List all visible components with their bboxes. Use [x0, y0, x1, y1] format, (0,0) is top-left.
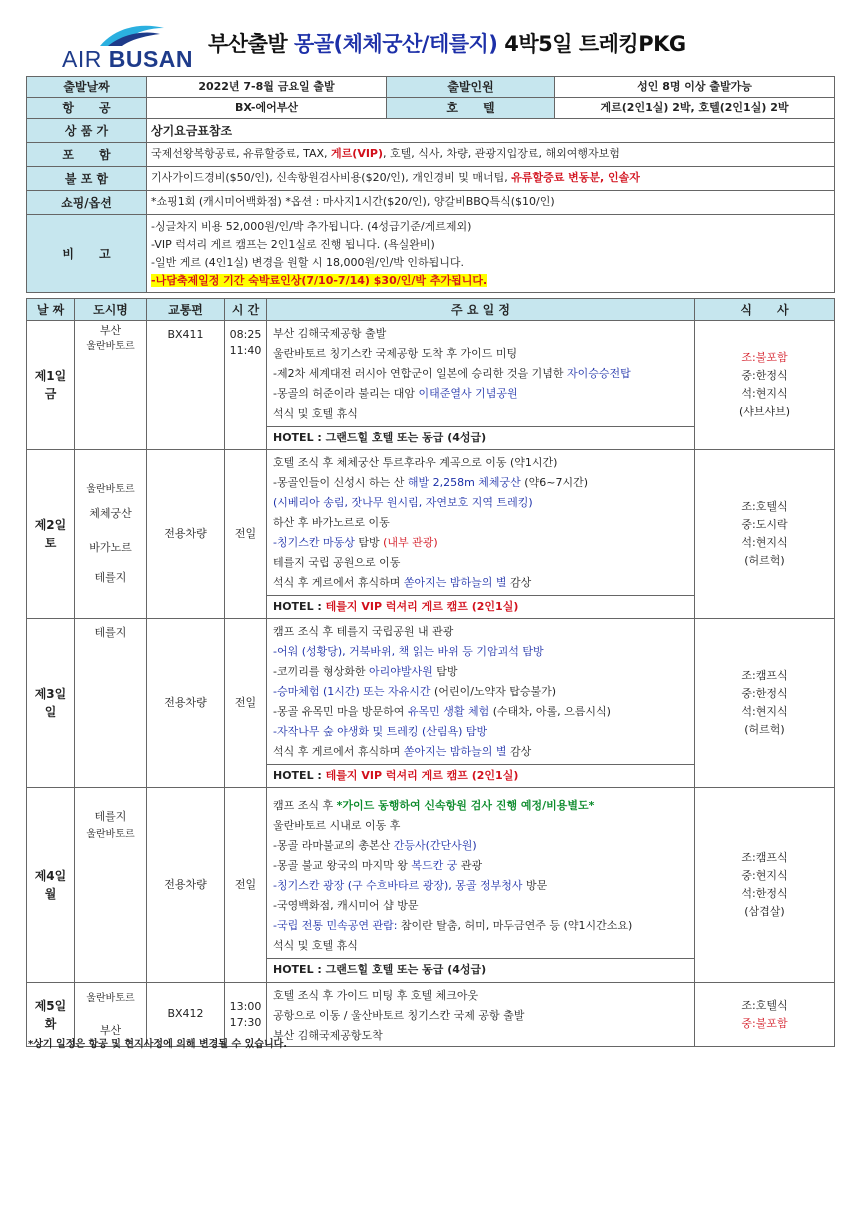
shopping-value: *쇼핑1회 (캐시미어백화점) *옵션 : 마사지1시간($20/인), 양갈비BBQ특식($10/인) — [147, 191, 835, 215]
transport-cell: BX412 — [147, 983, 225, 1047]
meal-cell: 조:캠프식 중:현지식 석:한정식 (삼겹살) — [695, 788, 835, 983]
schedule-table — [26, 298, 835, 1047]
remark-line: -VIP 럭셔리 게르 캠프는 2인1실로 진행 됩니다. (욕실완비) — [151, 237, 435, 251]
hotel-info: HOTEL : 테를지 VIP 럭셔리 게르 캠프 (2인1실) — [267, 764, 694, 787]
city-cell: 울란바토르 부산 — [75, 983, 147, 1047]
price-label: 상 품 가 — [27, 119, 147, 143]
include-label: 포 함 — [27, 143, 147, 167]
schedule-cell: 캠프 조식 후 테를지 국립공원 내 관광 -어워 (성황당), 거북바위, 책 읽는 바위 등 기암괴석 탐방 -코끼리를 형상화한 아리야발사원 탐방 -승마체험 (1시간) 또는 자유시간 (어린이/노약자 탑승불가) -몽골 유목민 마을 방문하여 유목민 생활 체험 (수태차, 아롤, 으름시식) -자작나무 숲 야생화 및 트레킹 (산림욕) 탐방 석식 후 게르에서 휴식하며 쏟아지는 밤하늘의 별 감상 HOTEL : 테를지 VIP 럭셔리 게르 캠프 (2인1실) — [267, 619, 695, 788]
people-label: 출발인원 — [387, 77, 555, 98]
footnote: *상기 일정은 항공 및 현지사정에 의해 변경될 수 있습니다. — [28, 1039, 288, 1050]
transport-cell: BX411 — [147, 321, 225, 450]
day-row-2 — [27, 450, 835, 619]
day-row-1 — [27, 321, 835, 450]
meal-cell: 조:캠프식 중:한정식 석:현지식 (허르헉) — [695, 619, 835, 788]
col-day: 날 짜 — [27, 299, 75, 321]
day-label: 제3일 일 — [27, 619, 75, 788]
meal-cell: 조:호텔식 중:도시락 석:현지식 (허르헉) — [695, 450, 835, 619]
schedule-header-row — [27, 299, 835, 321]
city-cell: 테를지 울란바토르 — [75, 788, 147, 983]
airline-label: 항 공 — [27, 98, 147, 119]
remark-highlight: -나담축제일정 기간 숙박료인상(7/10-7/14) $30/인/박 추가됩니다. — [151, 273, 488, 287]
time-cell: 전일 — [225, 450, 267, 619]
depart-date-label: 출발날짜 — [27, 77, 147, 98]
transport-cell: 전용차량 — [147, 450, 225, 619]
day-row-3 — [27, 619, 835, 788]
transport-cell: 전용차량 — [147, 788, 225, 983]
col-meal: 식 사 — [695, 299, 835, 321]
schedule-cell: 호텔 조식 후 가이드 미팅 후 호텔 체크아웃 공항으로 이동 / 울산바토르 칭기스칸 국제 공항 출발 부산 김해국제공항도착 — [267, 983, 695, 1047]
meal-cell: 조:호텔식 중:불포함 — [695, 983, 835, 1047]
day-label: 제1일 금 — [27, 321, 75, 450]
remark-value — [147, 215, 835, 293]
city-cell: 울란바토르 체체궁산 바가노르 테를지 — [75, 450, 147, 619]
hotel-label: 호 텔 — [387, 98, 555, 119]
exclude-label: 불 포 함 — [27, 167, 147, 191]
page-title: 부산출발 몽골(체체궁산/테를지) 4박5일 트레킹PKG — [208, 32, 686, 56]
schedule-cell: 부산 김해국제공항 출발 울란바토르 칭기스칸 국제공항 도착 후 가이드 미팅 -제2차 세계대전 러시아 연합군이 일본에 승리한 것을 기념한 자이승승전탑 -몽골의 허준이라 불리는 대암 이태준열사 기념공원 석식 및 호텔 휴식 HOTEL : 그랜드힐 호텔 또는 동급 (4성급) — [267, 321, 695, 450]
hotel-info: HOTEL : 그랜드힐 호텔 또는 동급 (4성급) — [267, 958, 694, 981]
logo-text: AIR BUSAN — [62, 46, 194, 72]
time-cell: 전일 — [225, 788, 267, 983]
shopping-label: 쇼핑/옵션 — [27, 191, 147, 215]
time-cell: 08:25 11:40 — [225, 321, 267, 450]
time-cell: 13:00 17:30 — [225, 983, 267, 1047]
remark-label: 비 고 — [27, 215, 147, 293]
hotel-info: HOTEL : 그랜드힐 호텔 또는 동급 (4성급) — [267, 426, 694, 449]
schedule-cell: 캠프 조식 후 *가이드 동행하여 신속항원 검사 진행 예정/비용별도* 울란바토르 시내로 이동 후 -몽골 라마불교의 총본산 간등사(간단사원) -몽골 불교 왕국의 마지막 왕 복드칸 궁 관광 -칭기스칸 광장 (구 수흐바타르 광장), 몽골 정부청사 방문 -국영백화점, 캐시미어 샵 방문 -국립 전통 민속공연 관람: 참이란 탈춤, 허미, 마두금연주 등 (약1시간소요) 석식 및 호텔 휴식 HOTEL : 그랜드힐 호텔 또는 동급 (4성급) — [267, 788, 695, 983]
info-table — [26, 76, 835, 293]
day-label: 제2일 토 — [27, 450, 75, 619]
transport-cell: 전용차량 — [147, 619, 225, 788]
col-transport: 교통편 — [147, 299, 225, 321]
page-header — [0, 0, 860, 72]
exclude-value: 기사가이드경비($50/인), 신속항원검사비용($20/인), 개인경비 및 매너팁, 유류할증료 변동분, 인솔자 — [147, 167, 835, 191]
city-cell: 테를지 — [75, 619, 147, 788]
hotel-value: 게르(2인1실) 2박, 호텔(2인1실) 2박 — [555, 98, 835, 119]
col-city: 도시명 — [75, 299, 147, 321]
people-value: 성인 8명 이상 출발가능 — [555, 77, 835, 98]
price-value: 상기요금표참조 — [147, 119, 835, 143]
remark-line: -싱글차지 비용 52,000원/인/박 추가됩니다. (4성급기준/게르제외) — [151, 219, 472, 233]
meal-cell: 조:불포함 중:한정식 석:현지식 (샤브샤브) — [695, 321, 835, 450]
schedule-cell: 호텔 조식 후 체체궁산 투르후라우 계곡으로 이동 (약1시간) -몽골인들이 신성시 하는 산 해발 2,258m 체체궁산 (약6~7시간) (시베리아 송림, 잣나무 원시림, 자연보호 지역 트레킹) 하산 후 바가노르로 이동 -칭기스칸 마동상 탐방 (내부 관광) 테를지 국립 공원으로 이동 석식 후 게르에서 휴식하며 쏟아지는 밤하늘의 별 감상 HOTEL : 테를지 VIP 럭셔리 게르 캠프 (2인1실) — [267, 450, 695, 619]
include-value: 국제선왕복항공료, 유류할증료, TAX, 게르(VIP), 호텔, 식사, 차량, 관광지입장료, 해외여행자보험 — [147, 143, 835, 167]
time-cell: 전일 — [225, 619, 267, 788]
col-time: 시 간 — [225, 299, 267, 321]
col-plan: 주 요 일 정 — [267, 299, 695, 321]
day-row-4 — [27, 788, 835, 983]
airbusan-logo — [60, 22, 194, 72]
city-cell: 부산 울란바토르 — [75, 321, 147, 450]
day-label: 제5일 화 — [27, 983, 75, 1047]
day-label: 제4일 월 — [27, 788, 75, 983]
depart-date-value: 2022년 7-8월 금요일 출발 — [147, 77, 387, 98]
airline-value: BX-에어부산 — [147, 98, 387, 119]
hotel-info: HOTEL : 테를지 VIP 럭셔리 게르 캠프 (2인1실) — [267, 595, 694, 618]
remark-line: -일반 게르 (4인1실) 변경을 원할 시 18,000원/인/박 인하됩니다. — [151, 255, 464, 269]
